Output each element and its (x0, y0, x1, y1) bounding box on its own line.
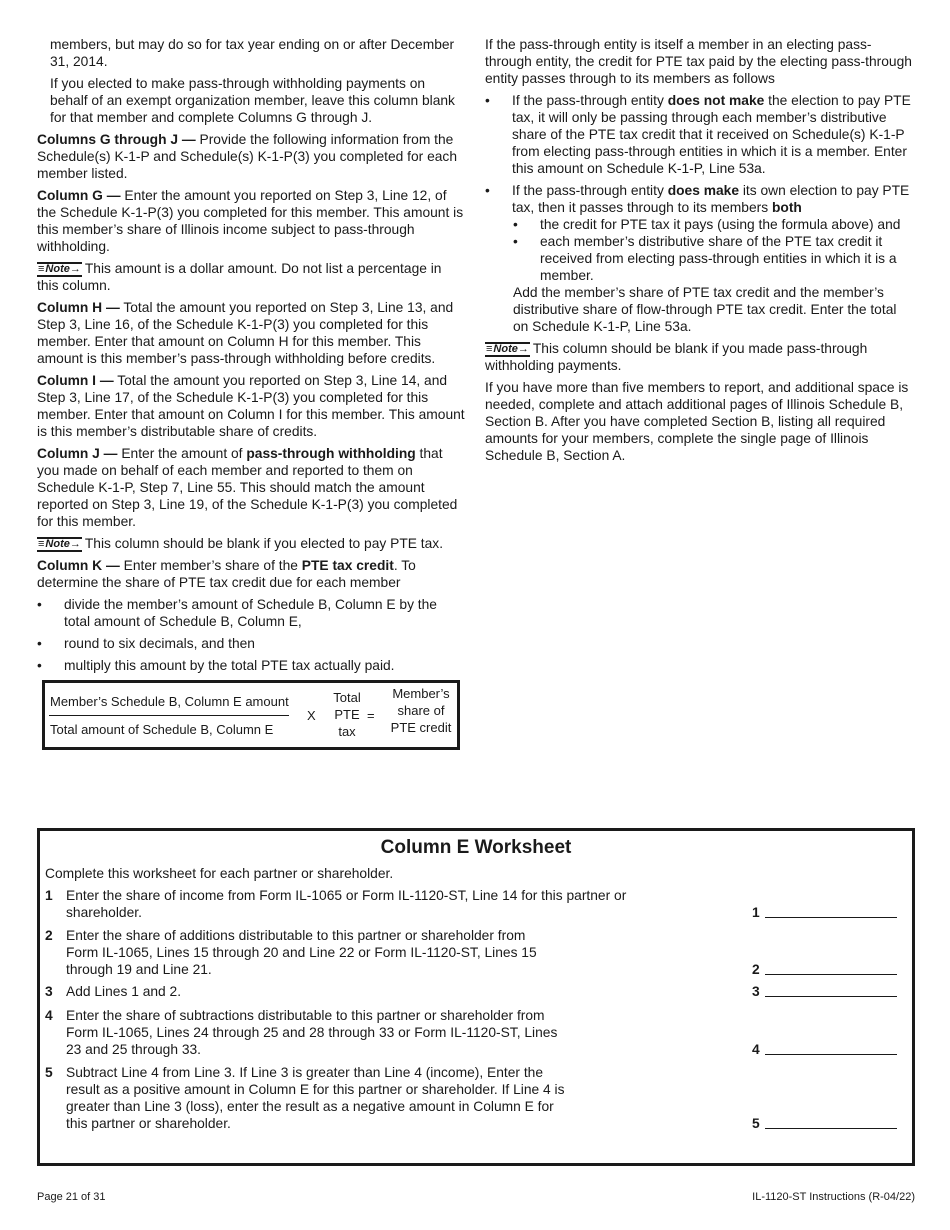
b1-text-1: If the pass-through entity (512, 93, 668, 108)
line-label: 2 (752, 962, 760, 977)
b2-bold: does make (667, 183, 740, 198)
worksheet-line-1 (45, 887, 907, 921)
bullet-icon: • (513, 217, 518, 232)
col-j-text-2: that you made on behalf of each member and reported to them on Schedule K-1-P, Step 7, Line 55. This should match the amount reported on Step 3, Line 19, of the Schedule K-1-P(3) you completed for this member. (37, 446, 458, 529)
column-e-worksheet (37, 828, 915, 1166)
col-i-text: Total the amount you reported on Step 3, Line 14, and Step 3, Line 17, of the Schedule K-1-P(3) you completed for this member. Enter that amount on Column I for this member. This amount is this member’s distributable share of credits. (37, 373, 465, 439)
add-share-text: Add the member’s share of PTE tax credit and the member’s distributive share of flow-through PTE tax credit. Enter the total on Schedule K-1-P, Line 53a. (513, 285, 897, 334)
formula-total-pte-tax (328, 689, 366, 740)
share-line-1: Member’s (392, 686, 450, 701)
total-line-3: tax (338, 724, 356, 739)
col-j-text-1: Enter the amount of (117, 446, 247, 461)
formula-member-share (383, 685, 459, 736)
formula-denominator: Total amount of Schedule B, Column E (50, 722, 274, 737)
page-number: Page 21 of 31 (37, 1191, 106, 1203)
line-label: 4 (752, 1042, 760, 1057)
col-k-bold: PTE tax credit (301, 558, 394, 573)
worksheet-intro: Complete this worksheet for each partner or shareholder. (45, 866, 394, 881)
b2-text-2: its own election to pay PTE tax, then it passes through to its members (512, 183, 910, 215)
formula-equals: = (367, 708, 375, 723)
line-text: Enter the share of additions distributable to this partner or shareholder from Form IL-1065, Lines 15 through 20 and Line 22 or Form IL-1120-ST, Lines 15 through 19 and Line 21. (66, 928, 537, 977)
formula-times: X (307, 708, 316, 723)
bullet-icon: • (37, 658, 42, 673)
fraction-line (49, 715, 289, 716)
line-number: 5 (45, 1065, 53, 1080)
note-icon: ≡Note→ (38, 538, 81, 550)
right-column (485, 36, 915, 469)
list-item (485, 182, 915, 216)
col-gj-label: Columns G through J — (37, 132, 196, 147)
sub-list-item (513, 233, 915, 284)
line-text: Enter the share of income from Form IL-1065 or Form IL-1120-ST, Line 14 for this partner or shareholder. (66, 888, 627, 920)
worksheet-line-5 (45, 1064, 907, 1134)
bullet-text: multiply this amount by the total PTE tax actually paid. (64, 658, 395, 673)
bullet-icon: • (513, 234, 518, 249)
bullet-icon: • (485, 93, 490, 108)
column-g (37, 187, 465, 255)
col-g-text: Enter the amount you reported on Step 3, Line 12, of the Schedule K-1-P(3) you completed for this member. This amount is this member’s share of Illinois income subject to pass-through withholding. (37, 188, 464, 254)
sub-list-item (513, 216, 915, 233)
pass-through-member-text: If the pass-through entity is itself a member in an electing pass-through entity, the credit for PTE tax paid by the electing pass-through entity passes through to its members as follows (485, 37, 912, 86)
list-item (37, 657, 465, 674)
note-icon: ≡Note→ (38, 263, 81, 275)
sub-bullet-text: the credit for PTE tax it pays (using the formula above) and (540, 217, 901, 232)
list-item (485, 92, 915, 177)
line-label: 3 (752, 984, 760, 999)
continued-text: members, but may do so for tax year ending on or after December 31, 2014. (50, 37, 455, 69)
line-4-input[interactable] (765, 1041, 897, 1055)
left-column (37, 36, 465, 750)
columns-g-through-j (37, 131, 465, 182)
line-label: 5 (752, 1116, 760, 1131)
col-gj-text: Provide the following information from the Schedule(s) K-1-P and Schedule(s) K-1-P(3) you completed for each member listed. (37, 132, 457, 181)
note-3-text: This column should be blank if you made pass-through withholding payments. (485, 341, 868, 373)
column-k (37, 557, 465, 591)
note-icon: ≡Note→ (486, 343, 529, 355)
total-line-1: Total (333, 690, 361, 705)
bullet-text: round to six decimals, and then (64, 636, 255, 651)
note-1 (37, 260, 465, 294)
total-line-2: PTE (334, 707, 360, 722)
list-item (37, 596, 465, 630)
bullet-icon: • (485, 183, 490, 198)
line-number: 1 (45, 888, 53, 903)
line-3-input[interactable] (765, 983, 897, 997)
pte-credit-formula (42, 680, 460, 750)
share-line-3: PTE credit (390, 720, 452, 735)
column-j (37, 445, 465, 530)
line-number: 3 (45, 984, 53, 999)
col-h-label: Column H — (37, 300, 120, 315)
bullet-text: divide the member’s amount of Schedule B, Column E by the total amount of Schedule B, Column E, (64, 597, 437, 629)
col-k-text-1: Enter member’s share of the (119, 558, 302, 573)
line-1-input[interactable] (765, 904, 897, 918)
col-h-text: Total the amount you reported on Step 3, Line 13, and Step 3, Line 16, of the Schedule K-1-P(3) you completed for this member. Enter that amount on Column H for this member. This amount is this member’s pass-through withholding before credits. (37, 300, 454, 366)
b2-text-1: If the pass-through entity (512, 183, 668, 198)
bullet-icon: • (37, 597, 42, 612)
list-item (37, 635, 465, 652)
line-label: 1 (752, 905, 760, 920)
note-2 (37, 535, 465, 552)
note-3 (485, 340, 915, 374)
bullet-icon: • (37, 636, 42, 651)
worksheet-title: Column E Worksheet (380, 837, 572, 858)
col-g-label: Column G — (37, 188, 121, 203)
line-2-input[interactable] (765, 961, 897, 975)
share-line-2: share of (397, 703, 445, 718)
line-number: 2 (45, 928, 53, 943)
b1-bold: does not make (667, 93, 765, 108)
col-j-label: Column J — (37, 446, 118, 461)
note-2-text: This column should be blank if you elected to pay PTE tax. (84, 536, 444, 551)
worksheet-line-2 (45, 927, 907, 979)
col-k-text-2: . To determine the share of PTE tax credit due for each member (37, 558, 416, 590)
exempt-org-text: If you elected to make pass-through withholding payments on behalf of an exempt organization member, leave this column blank for that member and complete Columns G through J. (50, 76, 455, 125)
sub-bullet-text: each member’s distributive share of the PTE tax credit it received from electing pass-through entities in which it is a member. (540, 234, 897, 283)
col-j-bold: pass-through withholding (246, 446, 416, 461)
line-text: Add Lines 1 and 2. (66, 984, 182, 999)
line-5-input[interactable] (765, 1115, 897, 1129)
b1-text-2: the election to pay PTE tax, it will only be passing through each member’s distributive share of the PTE tax credit that it received on Schedule(s) K-1-P from electing pass-through entities in which it is a member. Enter this amount on Schedule K-1-P, Line 53a. (512, 93, 911, 176)
line-text: Subtract Line 4 from Line 3. If Line 3 is greater than Line 4 (income), Enter the result as a positive amount in Column E for this partner or shareholder. If Line 4 is greater than Line 3 (loss), enter the result as a negative amount in Column E for this partner or shareholder. (66, 1065, 565, 1131)
col-k-label: Column K — (37, 558, 120, 573)
column-h (37, 299, 465, 367)
worksheet-line-3 (45, 983, 907, 1000)
formula-numerator: Member’s Schedule B, Column E amount (50, 694, 289, 709)
worksheet-line-4 (45, 1007, 907, 1059)
note-1-text: This amount is a dollar amount. Do not list a percentage in this column. (37, 261, 442, 293)
line-number: 4 (45, 1008, 53, 1023)
column-i (37, 372, 465, 440)
b2-bold-2: both (771, 200, 802, 215)
line-text: Enter the share of subtractions distributable to this partner or shareholder from Form IL-1065, Lines 24 through 25 and 28 through 33 or Form IL-1120-ST, Lines 23 and 25 through 33. (66, 1008, 558, 1057)
col-i-label: Column I — (37, 373, 114, 388)
more-members-text: If you have more than five members to report, and additional space is needed, complete and attach additional pages of Illinois Schedule B, Section B. After you have completed Section B, listing all required amounts for your members, complete the single page of Illinois Schedule B, Section A. (485, 380, 909, 463)
form-id: IL-1120-ST Instructions (R-04/22) (752, 1191, 915, 1203)
